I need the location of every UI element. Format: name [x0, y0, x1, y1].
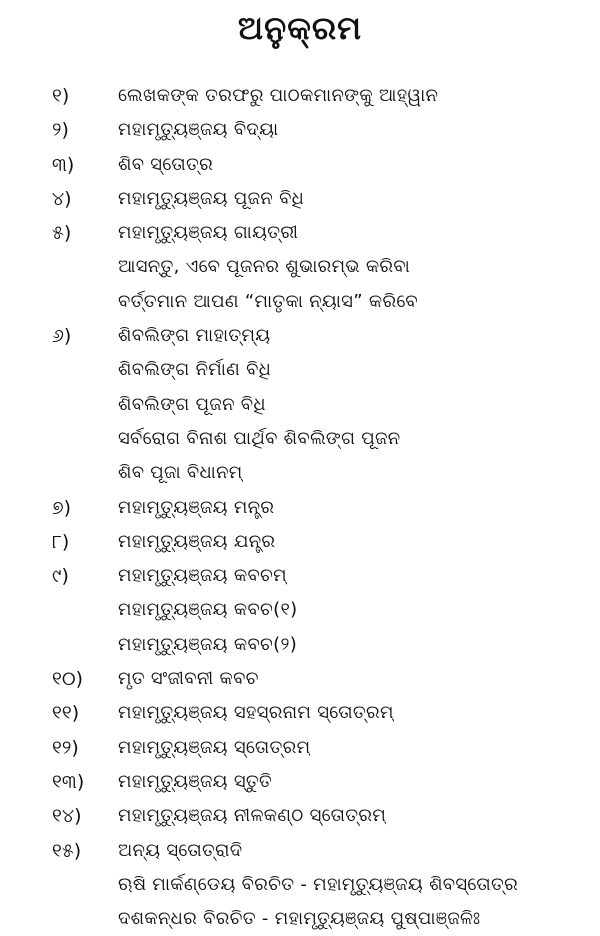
toc-entry: [0, 456, 600, 490]
toc-entry-title: ଶିବ ସ୍ତୋତ୍ର: [118, 153, 214, 175]
toc-entry-number: ୧୪): [52, 805, 82, 828]
toc-entry-title: ଶିବଲିଙ୍ଗ ମାହାତ୍ମ୍ୟ: [118, 325, 271, 347]
toc-entry: [0, 148, 600, 182]
toc-entry: [0, 422, 600, 456]
toc-entry-title: ଲେଖକଙ୍କ ତରଫରୁ ପାଠକମାନଙ୍କୁ ଆହ୍ୱାନ: [118, 85, 439, 106]
toc-entry: [0, 79, 600, 113]
toc-entry-title: ଆସନ୍ତୁ, ଏବେ ପୂଜନର ଶୁଭାରମ୍ଭ କରିବା: [118, 256, 411, 278]
table-of-contents: [0, 79, 600, 936]
toc-entry-title: ଶିବଲିଙ୍ଗ ନିର୍ମାଣ ବିଧି: [118, 359, 272, 381]
toc-entry: [0, 559, 600, 593]
toc-entry-number: ୨): [52, 119, 69, 142]
toc-entry-number: ୧୨): [52, 736, 79, 759]
toc-entry-title: ମହାମୃତ୍ୟୁଞ୍ଜୟ ନୀଳକଣ୍ଠ ସ୍ତୋତ୍ରମ୍: [118, 805, 387, 827]
toc-entry-title: ଋଷି ମାର୍କଣ୍ଡେୟ ବିରଚିତ - ମହାମୃତ୍ୟୁଞ୍ଜୟ ଶିବସ୍ତୋତ୍ର: [118, 873, 519, 895]
toc-entry-title: ବର୍ତ୍ତମାନ ଆପଣ “ମାତୃକା ନ୍ୟାସ” କରିବେ: [118, 290, 418, 312]
toc-entry-title: ମହାମୃତ୍ୟୁଞ୍ଜୟ କବଚମ୍: [118, 565, 287, 587]
toc-entry-number: ୮): [52, 530, 70, 553]
toc-entry: [0, 353, 600, 387]
toc-entry-title: ମହାମୃତ୍ୟୁଞ୍ଜୟ ସହସ୍ରନାମ ସ୍ତୋତ୍ରମ୍: [118, 702, 394, 724]
toc-entry: [0, 868, 600, 902]
toc-entry: [0, 834, 600, 868]
toc-entry-title: ମହାମୃତ୍ୟୁଞ୍ଜୟ ପୂଜନ ବିଧି: [118, 187, 305, 209]
toc-entry-number: ୧୧): [52, 702, 80, 725]
toc-entry-number: ୬): [52, 325, 72, 348]
toc-entry-title: ଦଶକନ୍ଧର ବିରଚିତ - ମହାମୃତ୍ୟୁଞ୍ଜୟ ପୁଷ୍ପାଞ୍ଜଳିଃ: [118, 908, 481, 930]
toc-entry: [0, 525, 600, 559]
toc-entry: [0, 765, 600, 799]
toc-entry-title: ମହାମୃତ୍ୟୁଞ୍ଜୟ କବଚ(୨): [118, 633, 298, 655]
toc-entry-title: ସର୍ବରୋଗ ବିନାଶ ପାର୍ଥିବ ଶିବଲିଙ୍ଗ ପୂଜନ: [118, 427, 401, 449]
toc-entry-title: ମହାମୃତ୍ୟୁଞ୍ଜୟ ମନ୍ତ୍ର: [118, 496, 275, 518]
toc-entry-title: ମହାମୃତ୍ୟୁଞ୍ଜୟ ଯନ୍ତ୍ର: [118, 530, 276, 552]
toc-entry-title: ମହାମୃତ୍ୟୁଞ୍ଜୟ କବଚ(୧): [118, 599, 298, 621]
toc-entry: [0, 902, 600, 936]
toc-entry-title: ଶିବ ପୂଜା ବିଧାନମ୍: [118, 462, 243, 484]
toc-entry-number: ୯): [52, 565, 69, 588]
toc-entry-number: ୧୩): [52, 770, 85, 793]
toc-entry: [0, 285, 600, 319]
toc-entry: [0, 662, 600, 696]
toc-entry: [0, 731, 600, 765]
toc-entry-title: ମହାମୃତ୍ୟୁଞ୍ଜୟ ଗାୟତ୍ରୀ: [118, 222, 299, 244]
page-title: ଅନୁକ୍ରମ: [237, 9, 363, 47]
toc-entry-title: ମହାମୃତ୍ୟୁଞ୍ଜୟ ସ୍ତୁତି: [118, 770, 273, 792]
toc-entry: [0, 250, 600, 284]
toc-entry-title: ମୃତ ସଂଜୀବନୀ କବଚ: [118, 668, 259, 690]
toc-entry-number: ୧): [52, 85, 70, 107]
toc-entry-title: ଅନ୍ୟ ସ୍ତୋତ୍ରାଦି: [118, 839, 243, 861]
toc-entry-number: ୧୦): [52, 668, 84, 691]
toc-entry: [0, 696, 600, 730]
toc-entry-title: ମହାମୃତ୍ୟୁଞ୍ଜୟ ସ୍ତୋତ୍ରମ୍: [118, 736, 311, 758]
toc-entry: [0, 799, 600, 833]
toc-entry: [0, 628, 600, 662]
toc-entry: [0, 388, 600, 422]
toc-entry-title: ମହାମୃତ୍ୟୁଞ୍ଜୟ ବିଦ୍ୟା: [118, 119, 279, 141]
toc-entry-number: ୭): [52, 496, 72, 519]
toc-entry: [0, 491, 600, 525]
toc-entry-number: ୩): [52, 153, 75, 176]
toc-entry-title: ଶିବଲିଙ୍ଗ ପୂଜନ ବିଧି: [118, 393, 266, 415]
toc-entry-number: ୫): [52, 222, 72, 245]
toc-entry: [0, 216, 600, 250]
toc-entry: [0, 319, 600, 353]
toc-entry-number: ୪): [52, 187, 72, 210]
toc-entry: [0, 113, 600, 147]
toc-entry: [0, 182, 600, 216]
toc-entry: [0, 593, 600, 627]
toc-entry-number: ୧୫): [52, 839, 82, 862]
